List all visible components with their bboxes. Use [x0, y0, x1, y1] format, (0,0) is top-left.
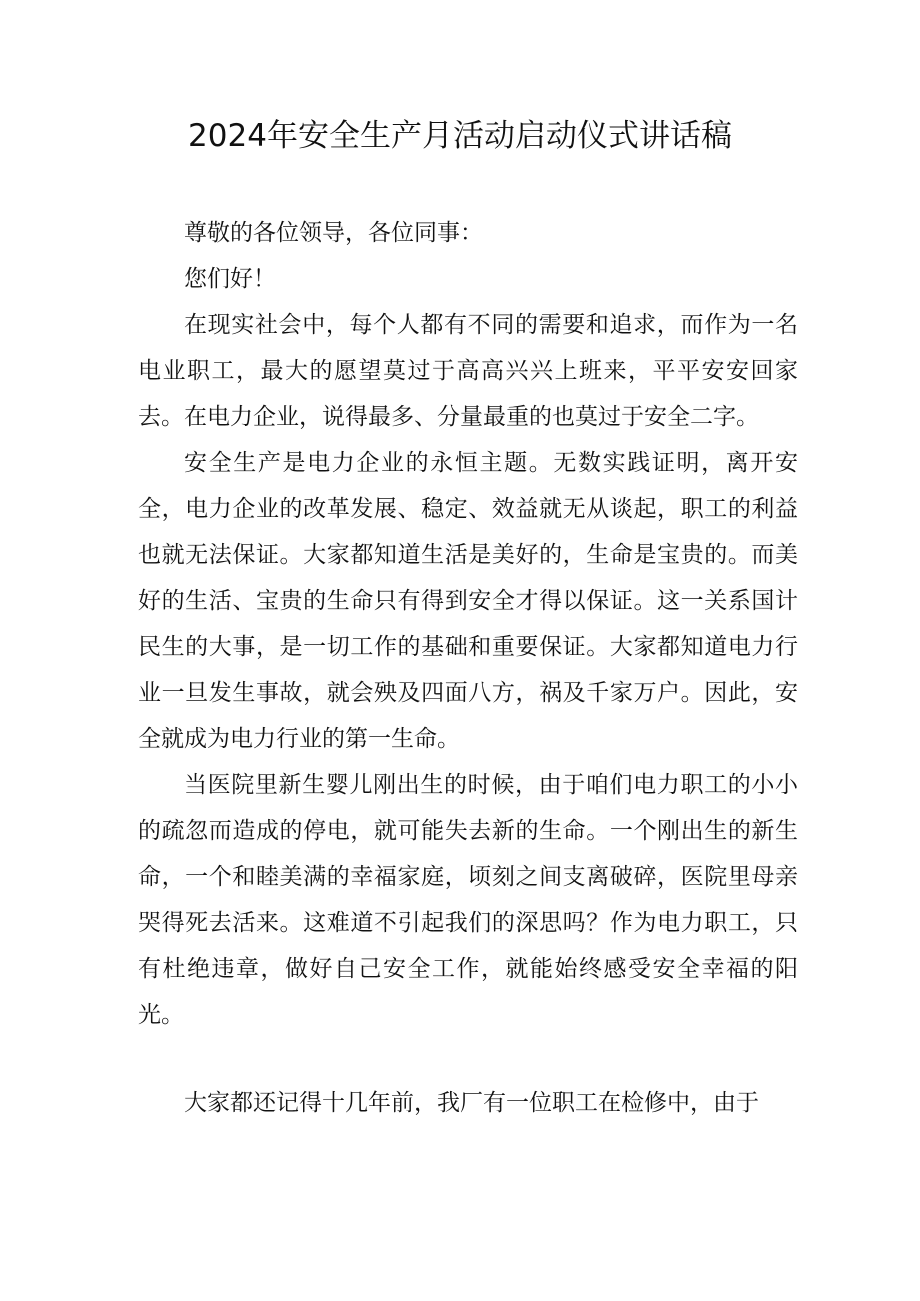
document-title: 2024年安全生产月活动启动仪式讲话稿 — [188, 118, 732, 154]
paragraph-hospital: 当医院里新生婴儿刚出生的时候，由于咱们电力职工的小小的疏忽而造成的停电，就可能失去新的生命。一个刚出生的新生命，一个和睦美满的幸福家庭，顷刻之间支离破碎，医院里母亲哭得死去活来。这难道不引起我们的深思吗？作为电力职工，只有杜绝违章，做好自己安全工作，就能始终感受安全幸福的阳光。 — [138, 772, 798, 1028]
paragraph-intro: 在现实社会中，每个人都有不同的需要和追求，而作为一名电业职工，最大的愿望莫过于高高兴兴上班来，平平安安回家去。在电力企业，说得最多、分量最重的也莫过于安全二字。 — [138, 312, 798, 430]
greeting: 您们好！ — [184, 266, 276, 292]
document-body — [138, 210, 798, 1126]
paragraph-safety-theme: 安全生产是电力企业的永恒主题。无数实践证明，离开安全，电力企业的改革发展、稳定、效益就无从谈起，职工的利益也就无法保证。大家都知道生活是美好的，生命是宝贵的。而美好的生活、宝贵的生命只有得到安全才得以保证。这一关系国计民生的大事，是一切工作的基础和重要保证。大家都知道电力行业一旦发生事故，就会殃及四面八方，祸及千家万户。因此，安全就成为电力行业的第一生命。 — [138, 450, 798, 752]
paragraph-memory: 大家都还记得十几年前，我厂有一位职工在检修中，由于 — [184, 1090, 759, 1116]
salutation: 尊敬的各位领导，各位同事： — [184, 220, 483, 246]
